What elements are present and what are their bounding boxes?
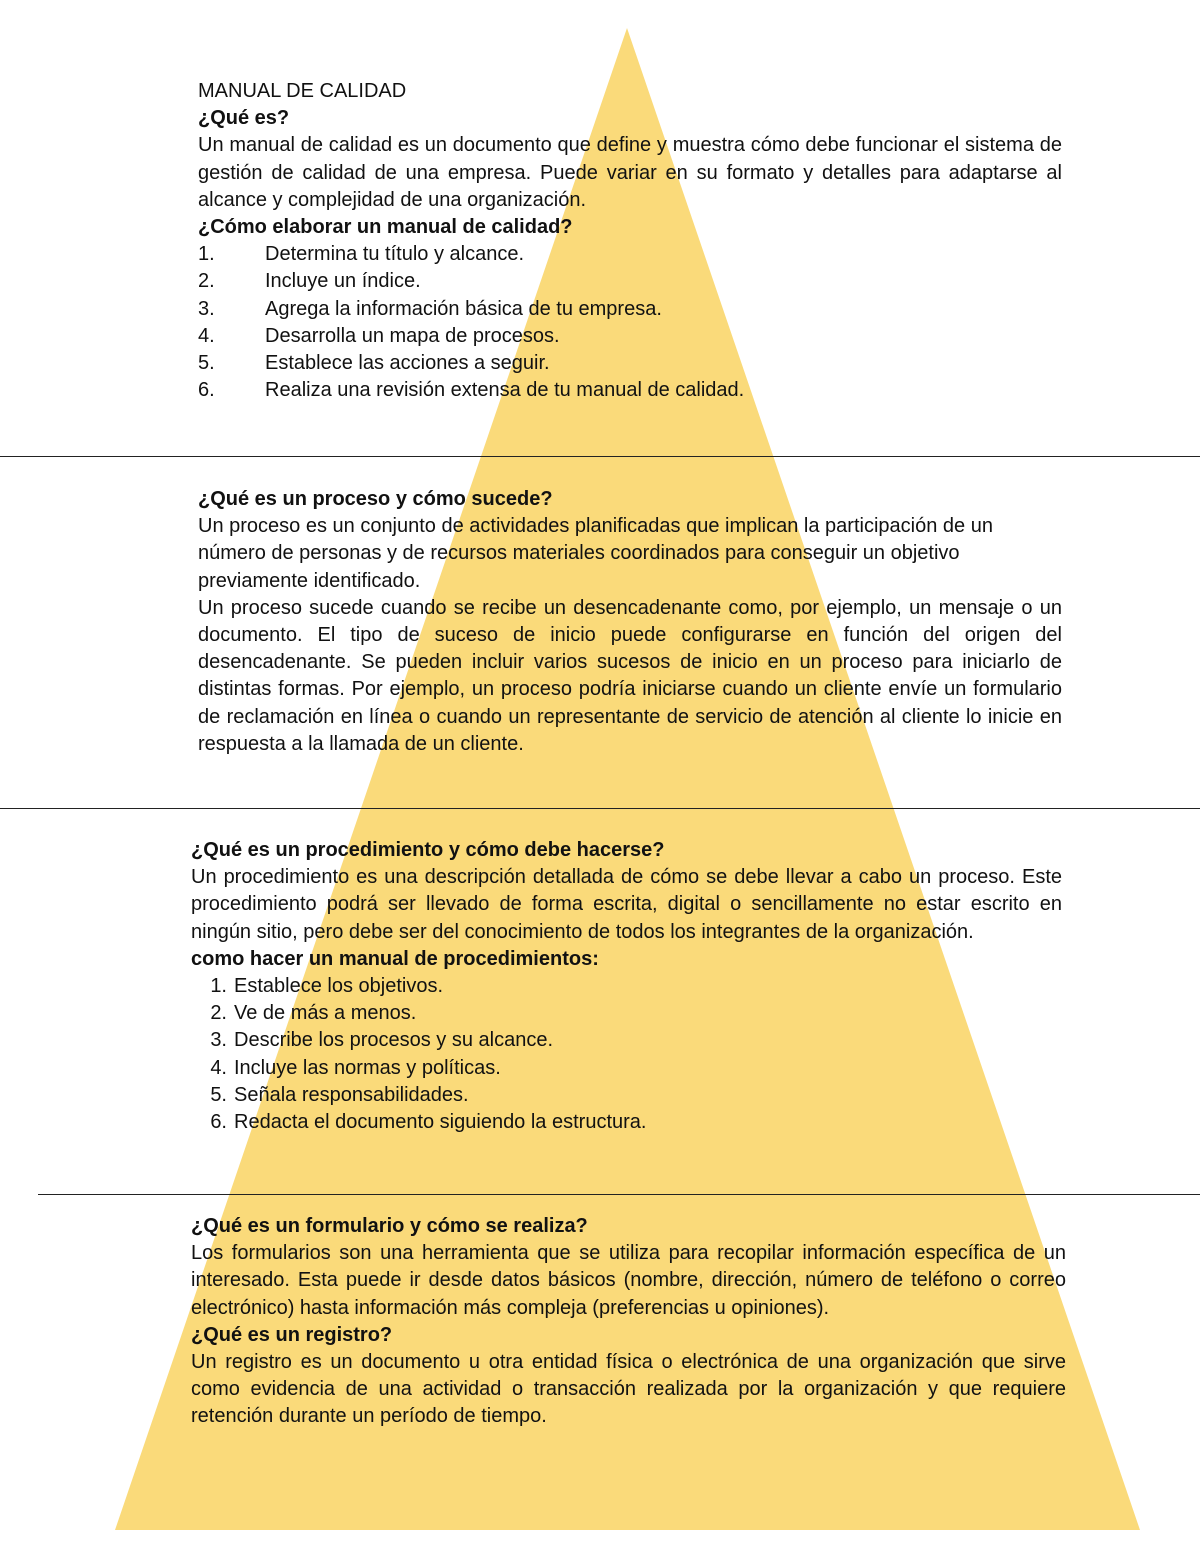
list-item-number: 2. — [210, 1002, 227, 1025]
paragraph-proceso-sucede: Un proceso sucede cuando se recibe un desencadenante como, por ejemplo, un mensaje o un documento. El tipo de suceso de inicio puede configurarse en función del origen del desencadenante. Se pueden incluir varios sucesos de inicio en un proceso para iniciarlo de distintas formas. Por ejemplo, un proceso podría iniciarse cuando un cliente envíe un formulario de reclamación en línea o cuando un representante de servicio de atención al cliente lo inicie en respuesta a la llamada de un cliente. — [198, 596, 1062, 755]
manual-steps-list — [198, 241, 1062, 404]
list-item-number: 1. — [210, 975, 227, 998]
question-como-elaborar: ¿Cómo elaborar un manual de calidad? — [198, 216, 573, 239]
list-item — [198, 350, 1062, 377]
section-proceso — [198, 486, 1062, 758]
question-que-es-registro: ¿Qué es un registro? — [191, 1323, 393, 1346]
list-item-number: 6. — [198, 379, 215, 402]
list-item-text: Realiza una revisión extensa de tu manual de calidad. — [265, 379, 745, 402]
subheading-manual-procedimientos: como hacer un manual de procedimientos: — [191, 947, 599, 970]
paragraph-manual-definition: Un manual de calidad es un documento que define y muestra cómo debe funcionar el sistema de gestión de calidad de una empresa. Puede variar en su formato y detalles para adaptarse al alcance y complejidad de una organización. — [198, 134, 1062, 211]
list-item — [191, 1027, 1062, 1054]
list-item-text: Desarrolla un mapa de procesos. — [265, 324, 560, 347]
list-item-text: Redacta el documento siguiendo la estructura. — [234, 1111, 647, 1134]
list-item-number: 5. — [210, 1083, 227, 1106]
section-divider-2 — [0, 808, 1200, 809]
list-item-text: Describe los procesos y su alcance. — [234, 1029, 554, 1052]
list-item-number: 6. — [210, 1111, 227, 1134]
list-item — [191, 973, 1062, 1000]
list-item-text: Agrega la información básica de tu empresa. — [265, 297, 662, 320]
list-item — [191, 1082, 1062, 1109]
paragraph-formulario-definition: Los formularios son una herramienta que se utiliza para recopilar información específica de un interesado. Esta puede ir desde datos básicos (nombre, dirección, número de teléfono o correo electrónico) hasta información más compleja (preferencias u opiniones). — [191, 1242, 1066, 1319]
list-item-number: 3. — [198, 297, 215, 320]
section-divider-1 — [0, 456, 1200, 457]
list-item — [191, 1055, 1062, 1082]
question-que-es-procedimiento: ¿Qué es un procedimiento y cómo debe hacerse? — [191, 839, 665, 861]
list-item-number: 1. — [198, 243, 215, 266]
list-item-number: 3. — [210, 1029, 227, 1052]
section-divider-3 — [38, 1194, 1200, 1195]
paragraph-procedimiento-definition: Un procedimiento es una descripción detallada de cómo se debe llevar a cabo un proceso. Este procedimiento podrá ser llevado de forma escrita, digital o sencillamente no estar escrito en ningún sitio, pero debe ser del conocimiento de todos los integrantes de la organización. — [191, 866, 1062, 943]
procedure-steps-list — [191, 973, 1062, 1136]
list-item — [191, 1109, 1062, 1136]
list-item-text: Incluye las normas y políticas. — [234, 1056, 501, 1079]
section-procedimiento — [191, 837, 1062, 1136]
list-item-number: 2. — [198, 270, 215, 293]
list-item-text: Establece los objetivos. — [234, 975, 444, 998]
question-que-es-formulario: ¿Qué es un formulario y cómo se realiza? — [191, 1215, 588, 1237]
list-item — [198, 268, 1062, 295]
list-item — [198, 296, 1062, 323]
list-item-number: 4. — [198, 324, 215, 347]
list-item — [191, 1000, 1062, 1027]
list-item-text: Establece las acciones a seguir. — [265, 352, 550, 375]
list-item-text: Incluye un índice. — [265, 270, 421, 293]
list-item-text: Determina tu título y alcance. — [265, 243, 525, 266]
list-item — [198, 323, 1062, 350]
list-item-text: Ve de más a menos. — [234, 1002, 417, 1025]
paragraph-proceso-definition: Un proceso es un conjunto de actividades planificadas que implican la participación de un número de personas y de recursos materiales coordinados para conseguir un objetivo previamente identificado. — [198, 515, 993, 592]
list-item-text: Señala responsabilidades. — [234, 1083, 469, 1106]
paragraph-registro-definition: Un registro es un documento u otra entidad física o electrónica de una organización que sirve como evidencia de una actividad o transacción realizada por la organización y que requiere retención durante un período de tiempo. — [191, 1351, 1066, 1428]
question-que-es: ¿Qué es? — [198, 107, 290, 130]
list-item — [198, 241, 1062, 268]
question-que-es-proceso: ¿Qué es un proceso y cómo sucede? — [198, 488, 553, 510]
list-item-number: 5. — [198, 352, 215, 375]
list-item — [198, 377, 1062, 404]
section-formulario-registro — [191, 1213, 1066, 1431]
section-manual-de-calidad — [198, 78, 1062, 404]
list-item-number: 4. — [210, 1056, 227, 1079]
page-title: MANUAL DE CALIDAD — [198, 80, 407, 102]
